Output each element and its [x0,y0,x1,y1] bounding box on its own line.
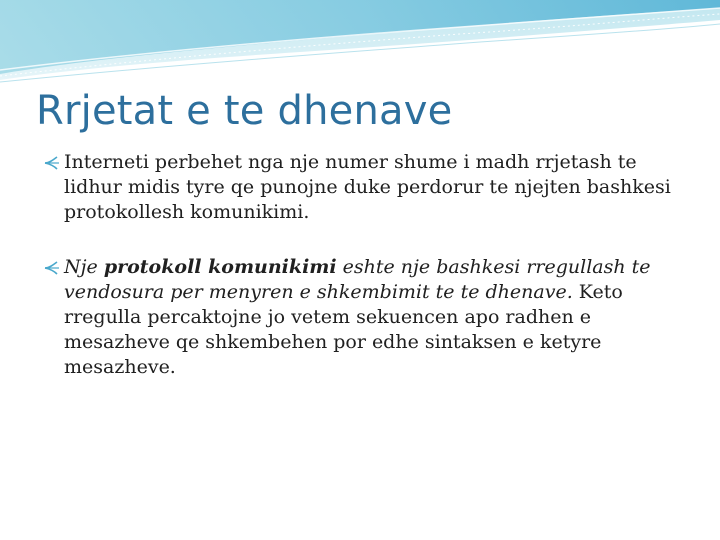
bullet-item [44,150,684,225]
stylized-bullet-icon [44,260,62,276]
bullet-text-intro: Nje [64,256,104,278]
bullet-item [44,255,684,380]
bullet-text: Interneti perbehet nga nje numer shume i madh rrjetash te lidhur midis tyre qe punojne duke perdorur te njejten bashkesi protokollesh komunikimi. [64,151,671,223]
bullet-text-continuation: Keto rregulla percaktojne jo vetem sekuencen apo radhen e mesazheve qe shkembehen por edhe sintaksen e ketyre mesazheve. [64,281,623,378]
decorative-header-band [0,0,720,90]
stylized-bullet-icon [44,155,62,171]
bullet-text-term: protokoll komunikimi [103,256,337,278]
slide-content [44,150,684,380]
bullet-text-definition: eshte nje bashkesi rregullash te vendosura per menyren e shkembimit te te dhenave. [64,256,651,303]
slide-title: Rrjetat e te dhenave [36,88,453,134]
